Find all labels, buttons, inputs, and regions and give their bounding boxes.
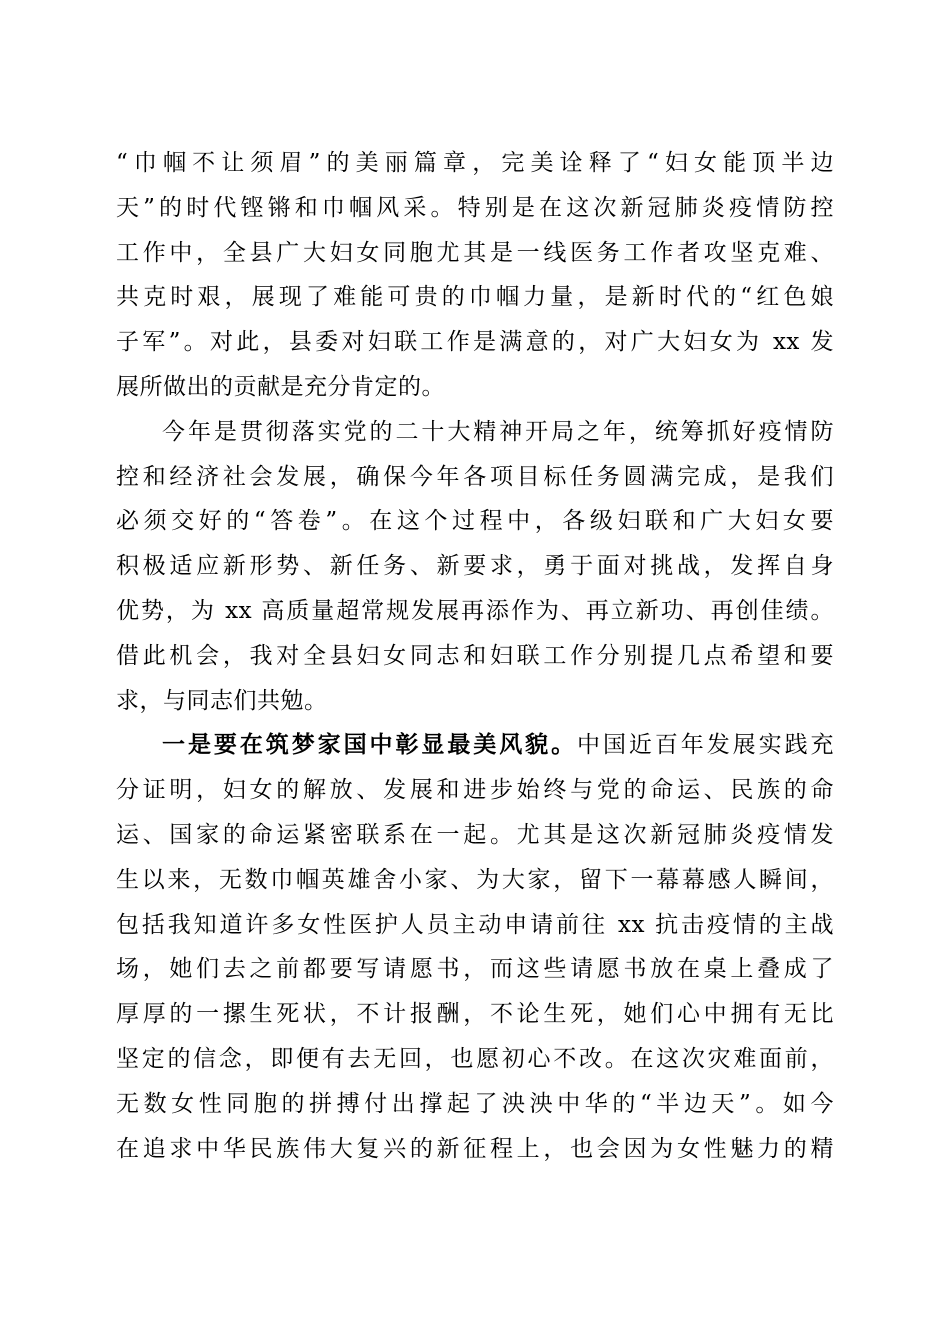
text-line: 积极适应新形势、新任务、新要求，勇于面对挑战，发挥自身 (116, 553, 834, 580)
bold-heading: 一是要在筑梦家国中彰显最美风貌。 (162, 731, 578, 759)
text-line: 优势，为 xx 高质量超常规发展再添作为、再立新功、再创佳绩。 (116, 597, 834, 624)
text-line: 天”的时代铿锵和巾帼风采。特别是在这次新冠肺炎疫情防控 (116, 194, 834, 221)
text-run: 中国近百年发展实践充 (577, 732, 835, 759)
text-line: 展所做出的贡献是充分肯定的。 (116, 373, 445, 400)
text-line: 共克时艰，展现了难能可贵的巾帼力量，是新时代的“红色娘 (116, 284, 834, 311)
paragraph-1 (116, 141, 834, 410)
text-line: 厚厚的一摞生死状，不计报酬，不论生死，她们心中拥有无比 (116, 1001, 834, 1028)
text-line: 求，与同志们共勉。 (116, 687, 328, 714)
text-line: 场，她们去之前都要写请愿书，而这些请愿书放在桌上叠成了 (116, 956, 834, 983)
text-line: 工作中，全县广大妇女同胞尤其是一线医务工作者攻坚克难、 (116, 239, 834, 266)
text-line: 生以来，无数巾帼英雄舍小家、为大家，留下一幕幕感人瞬间， (116, 866, 834, 893)
text-line: 运、国家的命运紧密联系在一起。尤其是这次新冠肺炎疫情发 (116, 821, 834, 848)
text-line: 包括我知道许多女性医护人员主动申请前往 xx 抗击疫情的主战 (116, 911, 834, 938)
text-line: 借此机会，我对全县妇女同志和妇联工作分别提几点希望和要 (116, 642, 834, 669)
paragraph-2 (116, 410, 834, 724)
text-line: 今年是贯彻落实党的二十大精神开局之年，统筹抓好疫情防 (162, 418, 834, 445)
text-line: 必须交好的“答卷”。在这个过程中，各级妇联和广大妇女要 (116, 508, 834, 535)
text-line: 坚定的信念，即便有去无回，也愿初心不改。在这次灾难面前， (116, 1045, 834, 1072)
text-line: 分证明，妇女的解放、发展和进步始终与党的命运、民族的命 (116, 777, 834, 804)
text-line: 在追求中华民族伟大复兴的新征程上，也会因为女性魅力的精 (116, 1135, 834, 1162)
text-line (116, 723, 834, 768)
document-page (116, 141, 834, 1171)
text-line: “巾帼不让须眉”的美丽篇章，完美诠释了“妇女能顶半边 (116, 150, 834, 176)
text-line: 子军”。对此，县委对妇联工作是满意的，对广大妇女为 xx 发 (116, 329, 834, 356)
text-line: 控和经济社会发展，确保今年各项目标任务圆满完成，是我们 (116, 463, 834, 490)
text-line: 无数女性同胞的拼搏付出撑起了泱泱中华的“半边天”。如今 (116, 1090, 834, 1117)
paragraph-3 (116, 723, 834, 1171)
